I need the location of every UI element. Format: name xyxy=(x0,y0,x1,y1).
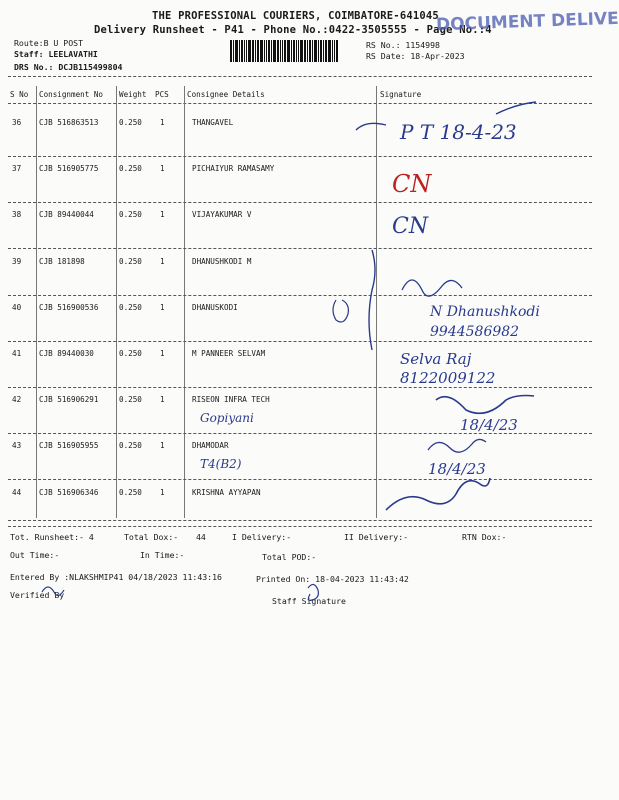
rtn-dox-label: RTN Dox:- xyxy=(462,532,507,542)
row-consignment-no: CJB 516905775 xyxy=(39,164,99,174)
row-weight: 0.250 xyxy=(119,349,142,358)
row-pcs: 1 xyxy=(160,164,165,174)
signature-row-43: 18/4/23 xyxy=(428,460,486,478)
row-consignment-no: CJB 516905955 xyxy=(39,441,99,451)
row-weight: 0.250 xyxy=(119,210,142,220)
total-pod-label: Total POD:- xyxy=(262,552,317,562)
row-weight: 0.250 xyxy=(119,302,142,312)
row-handwritten-note: T4(B2) xyxy=(200,457,242,472)
signature-scribbles xyxy=(376,100,592,520)
row-consignee: VIJAYAKUMAR V xyxy=(192,210,252,220)
row-sno: 40 xyxy=(12,302,22,312)
signature-row-37: CN xyxy=(392,170,432,198)
route-label: Route:B U POST xyxy=(14,38,84,48)
signature-row-40: N Dhanushkodi 9944586982 xyxy=(430,304,540,340)
row-sno: 36 xyxy=(12,118,22,127)
signature-row-38: CN xyxy=(392,214,429,239)
row-consignee: KRISHNA AYYAPAN xyxy=(192,487,261,497)
row-pcs: 1 xyxy=(160,302,165,312)
in-time-label: In Time:- xyxy=(140,550,185,560)
row-handwritten-note: Gopiyani xyxy=(200,411,254,426)
ii-delivery-label: II Delivery:- xyxy=(344,532,409,542)
footer-signatures xyxy=(40,580,380,610)
entered-by: Entered By :NLAKSHMIP41 04/18/2023 11:43:16 xyxy=(10,572,222,582)
signature-row-41: Selva Raj 8122009122 xyxy=(400,350,496,387)
col-header-consignment: Consignment No xyxy=(39,90,104,99)
row-sno: 44 xyxy=(12,487,22,497)
total-dox-value: 44 xyxy=(196,532,206,542)
row-pcs: 1 xyxy=(160,441,165,451)
row-weight: 0.250 xyxy=(119,164,142,174)
runsheet-subtitle: Delivery Runsheet - P41 - Phone No.:0422-3505555 - Page No.:4 xyxy=(94,24,492,36)
row-consignee: M PANNEER SELVAM xyxy=(192,349,266,358)
row-pcs: 1 xyxy=(160,118,165,127)
row-pcs: 1 xyxy=(160,395,165,405)
row-pcs: 1 xyxy=(160,210,165,220)
document-delivered-stamp: DOCUMENT DELIVE xyxy=(435,8,619,36)
row-divider xyxy=(8,526,592,527)
row-pcs: 1 xyxy=(160,349,165,358)
row-consignee: DHANUSKODI xyxy=(192,302,238,312)
row-weight: 0.250 xyxy=(119,441,142,451)
col-divider xyxy=(184,86,185,518)
row-weight: 0.250 xyxy=(119,256,142,266)
header-divider xyxy=(8,76,592,77)
row-sno: 43 xyxy=(12,441,22,451)
row-consignment-no: CJB 89440044 xyxy=(39,210,94,220)
col-header-pcs: PCS xyxy=(155,90,169,99)
total-dox-label: Total Dox:- xyxy=(124,532,179,542)
barcode xyxy=(230,40,356,62)
signature-row-36: P T 18-4-23 xyxy=(400,120,517,144)
col-divider xyxy=(116,86,117,518)
row-consignment-no: CJB 89440030 xyxy=(39,349,94,358)
col-header-weight: Weight xyxy=(119,90,147,99)
printed-on: Printed On: 18-04-2023 11:43:42 xyxy=(256,574,409,584)
company-title: THE PROFESSIONAL COURIERS, COIMBATORE-641045 xyxy=(152,10,439,22)
col-header-sno: S No xyxy=(10,90,29,99)
row-sno: 37 xyxy=(12,164,22,174)
row-consignment-no: CJB 181898 xyxy=(39,256,85,266)
signature-row-42: 18/4/23 xyxy=(460,416,518,434)
row-consignee: RISEON INFRA TECH xyxy=(192,395,270,405)
row-consignee: PICHAIYUR RAMASAMY xyxy=(192,164,275,174)
row-sno: 41 xyxy=(12,349,22,358)
row-consignment-no: CJB 516900536 xyxy=(39,302,99,312)
footer-divider xyxy=(8,520,592,521)
tot-runsheet: Tot. Runsheet:- 4 xyxy=(10,532,94,542)
staff-signature-label: Staff Signature xyxy=(272,596,346,606)
row-consignee: THANGAVEL xyxy=(192,118,234,127)
verified-by: Verified By xyxy=(10,590,65,600)
row-consignee: DHAMODAR xyxy=(192,441,229,451)
out-time-label: Out Time:- xyxy=(10,550,60,560)
row-consignment-no: CJB 516863513 xyxy=(39,118,99,127)
drs-number: DRS No.: DCJB115499804 xyxy=(14,62,123,72)
row-pcs: 1 xyxy=(160,256,165,266)
row-weight: 0.250 xyxy=(119,395,142,405)
staff-label: Staff: LEELAVATHI xyxy=(14,49,98,59)
col-header-signature: Signature xyxy=(380,90,422,99)
row-consignment-no: CJB 516906291 xyxy=(39,395,99,405)
row-sno: 39 xyxy=(12,256,22,266)
col-header-consignee: Consignee Details xyxy=(187,90,265,99)
rs-number: RS No.: 1154998 xyxy=(366,40,440,50)
row-pcs: 1 xyxy=(160,487,165,497)
row-consignee: DHANUSHKODI M xyxy=(192,256,252,266)
col-divider xyxy=(36,86,37,518)
i-delivery-label: I Delivery:- xyxy=(232,532,292,542)
row-sno: 42 xyxy=(12,395,22,405)
row-weight: 0.250 xyxy=(119,487,142,497)
row-consignment-no: CJB 516906346 xyxy=(39,487,99,497)
rs-date: RS Date: 18-Apr-2023 xyxy=(366,51,465,61)
row-weight: 0.250 xyxy=(119,118,142,127)
row-sno: 38 xyxy=(12,210,22,220)
